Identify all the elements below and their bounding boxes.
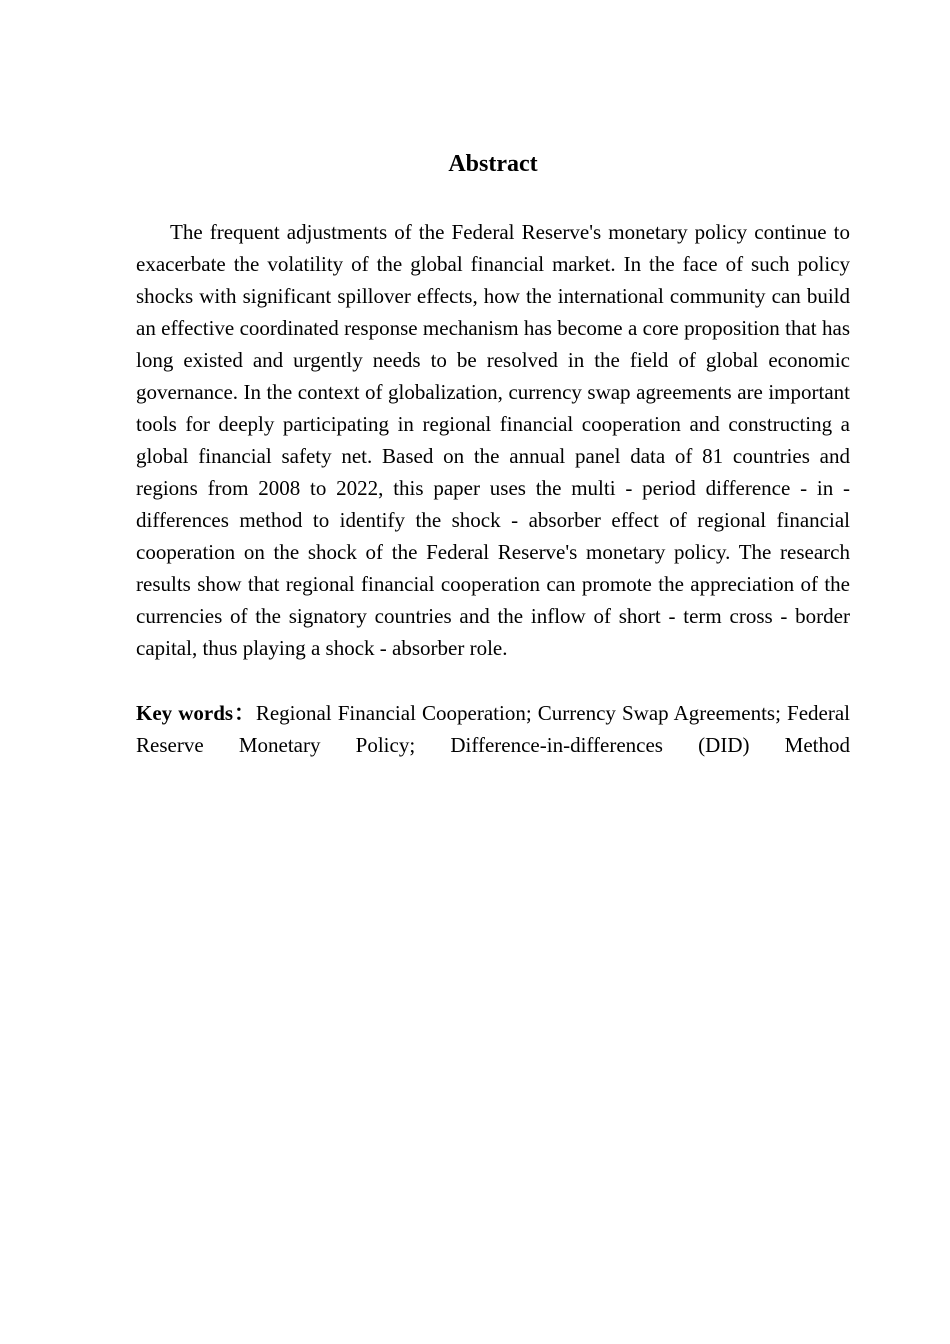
abstract-paragraph: The frequent adjustments of the Federal Reserve's monetary policy continue to exacerbate the volatility of the global financial market. In the face of such policy shocks with significant spillover effects, how the international community can build an effective coordinated response mechanism has become a core proposition that has long existed and urgently needs to be resolved in the field of global economic governance. In the context of globalization, currency swap agreements are important tools for deeply participating in regional financial cooperation and constructing a global financial safety net. Based on the annual panel data of 81 countries and regions from 2008 to 2022, this paper uses the multi - period difference - in - differences method to identify the shock - absorber effect of regional financial cooperation on the shock of the Federal Reserve's monetary policy. The research results show that regional financial cooperation can promote the appreciation of the currencies of the signatory countries and the inflow of short - term cross - border capital, thus playing a shock - absorber role. <box>136 220 850 660</box>
document-page <box>136 146 850 761</box>
keywords-label: Key words： <box>136 701 256 725</box>
abstract-title: Abstract <box>448 151 538 177</box>
keywords-text: Regional Financial Cooperation; Currency Swap Agreements; Federal Reserve Monetary Policy; Difference-in-differences (DID) Method <box>136 701 850 757</box>
keywords-section <box>136 697 850 761</box>
